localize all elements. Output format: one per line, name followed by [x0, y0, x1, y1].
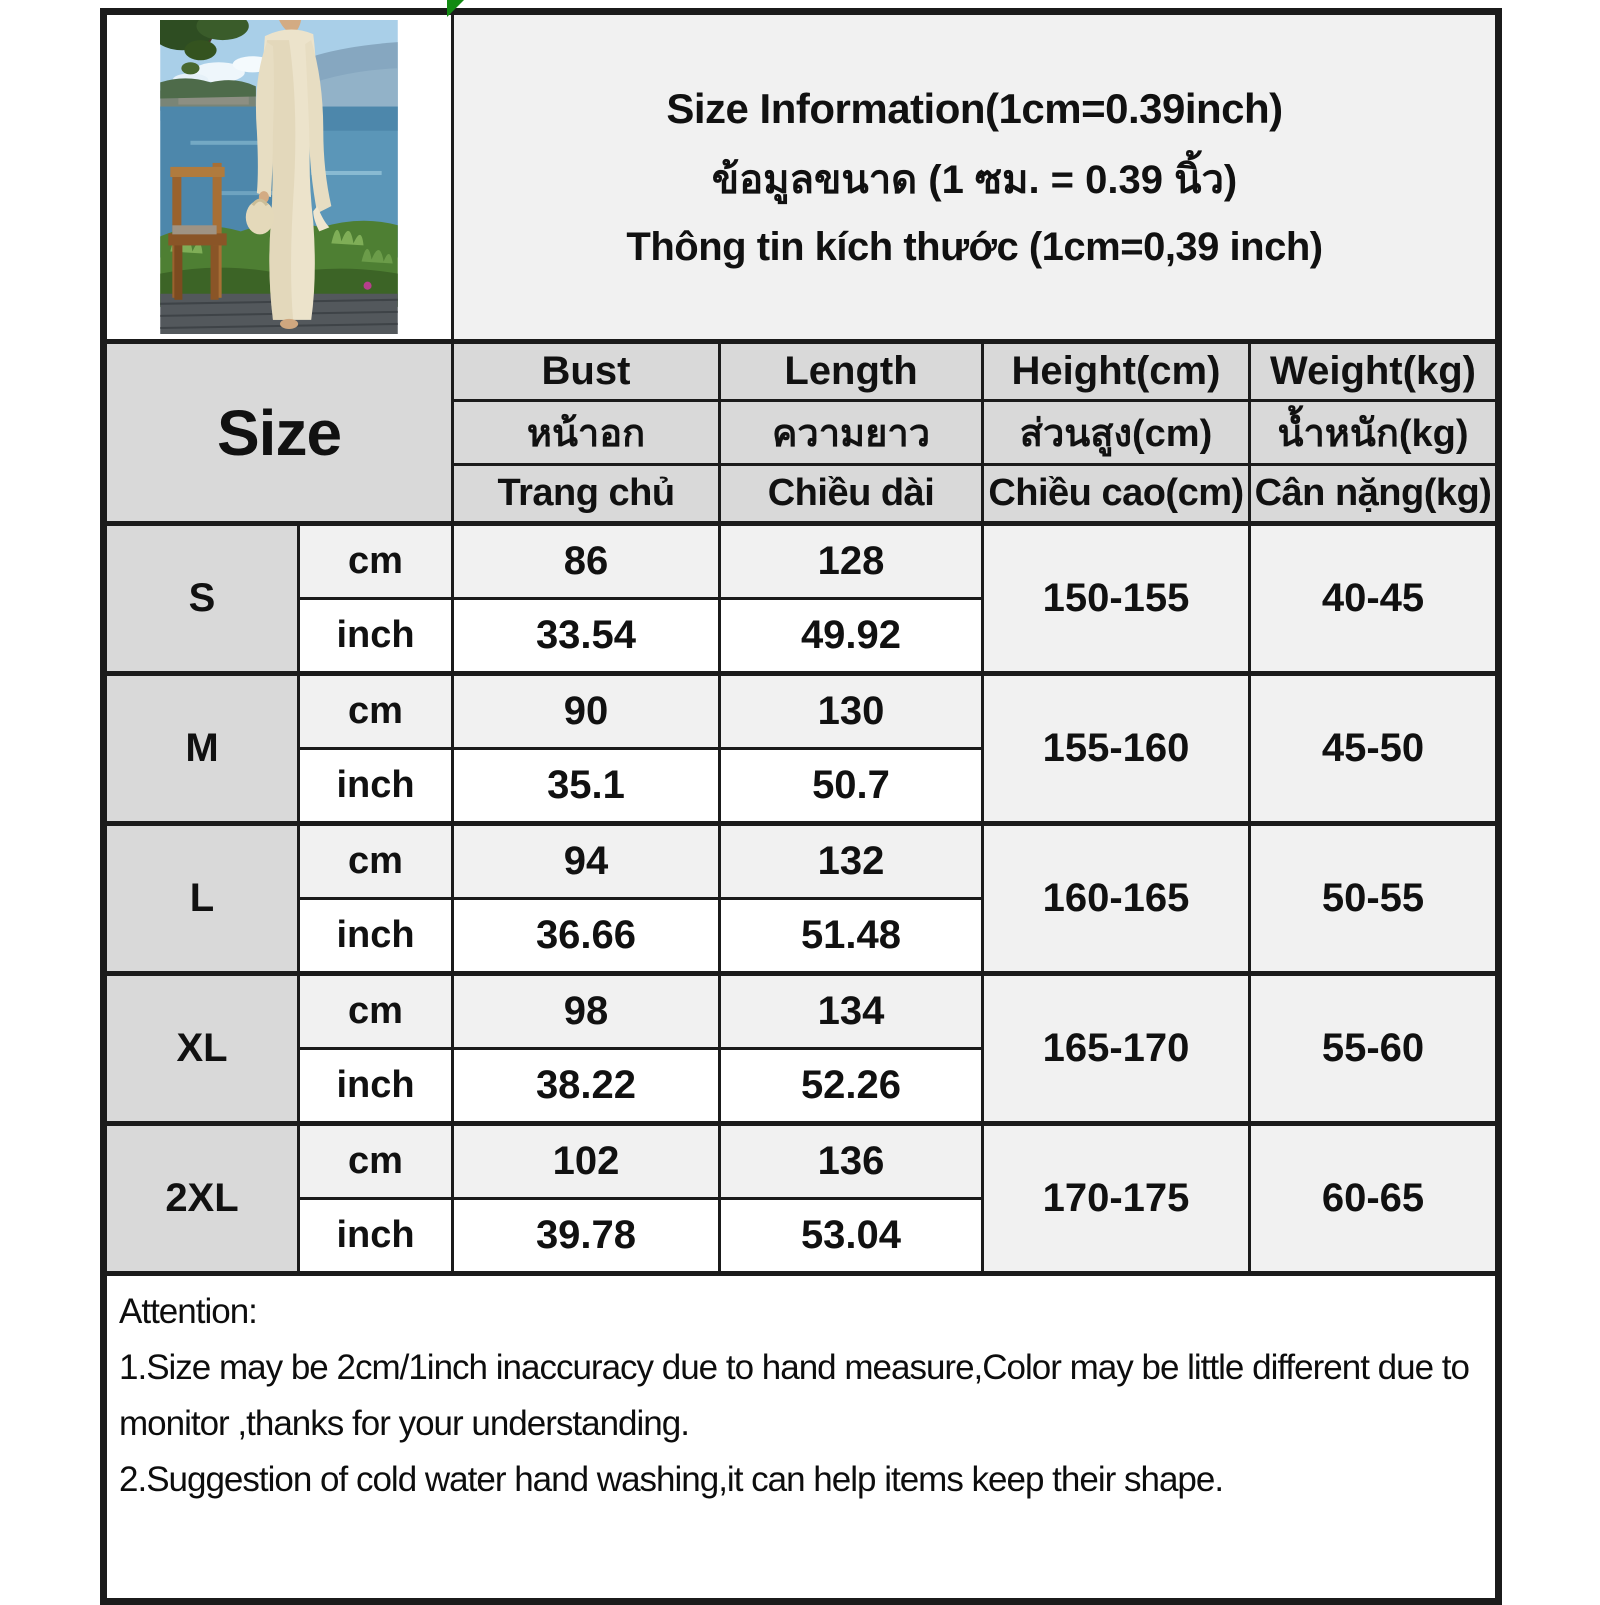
product-photo-cell: [104, 12, 453, 342]
col-header-bust-en: Bust: [453, 342, 720, 401]
header-row-english: [104, 342, 1499, 401]
photo-chair-toprail: [170, 167, 224, 177]
bust-cm-value: 102: [453, 1124, 720, 1199]
unit-label-cm: cm: [299, 524, 453, 599]
col-header-bust-th: หน้าอก: [453, 401, 720, 465]
title-vietnamese: Thông tin kích thước (1cm=0,39 inch): [626, 224, 1323, 269]
length-inch-value: 51.48: [720, 899, 983, 974]
size-label: M: [104, 674, 299, 824]
size-row-s-cm: [104, 524, 1499, 599]
weight-range: 60-65: [1250, 1124, 1499, 1274]
photo-tree-foliage: [184, 40, 216, 60]
unit-label-inch: inch: [299, 899, 453, 974]
bust-cm-value: 94: [453, 824, 720, 899]
attention-line-2: 2.Suggestion of cold water hand washing,it can help items keep their shape.: [119, 1460, 1224, 1499]
media-row: [104, 12, 1499, 342]
bust-inch-value: 35.1: [453, 749, 720, 824]
col-header-weight-th: น้ำหนัก(kg): [1250, 401, 1499, 465]
length-cm-value: 134: [720, 974, 983, 1049]
height-range: 165-170: [983, 974, 1250, 1124]
bust-cm-value: 86: [453, 524, 720, 599]
height-range: 150-155: [983, 524, 1250, 674]
unit-label-inch: inch: [299, 1049, 453, 1124]
height-range: 170-175: [983, 1124, 1250, 1274]
col-header-weight-vi: Cân nặng(kg): [1250, 465, 1499, 524]
size-row-m-cm: [104, 674, 1499, 749]
size-row-l-cm: [104, 824, 1499, 899]
photo-frame: [107, 20, 451, 334]
green-corner-marker: [447, 0, 464, 17]
col-header-length-th: ความยาว: [720, 401, 983, 465]
title-block: [454, 85, 1495, 270]
unit-label-inch: inch: [299, 1199, 453, 1274]
photo-chair-seat: [168, 233, 226, 245]
height-range: 160-165: [983, 824, 1250, 974]
unit-label-cm: cm: [299, 974, 453, 1049]
bust-inch-value: 36.66: [453, 899, 720, 974]
col-header-weight-en: Weight(kg): [1250, 342, 1499, 401]
bust-cm-value: 90: [453, 674, 720, 749]
bust-cm-value: 98: [453, 974, 720, 1049]
unit-label-inch: inch: [299, 599, 453, 674]
col-header-height-th: ส่วนสูง(cm): [983, 401, 1250, 465]
length-cm-value: 136: [720, 1124, 983, 1199]
size-label: L: [104, 824, 299, 974]
col-header-length-en: Length: [720, 342, 983, 401]
title-thai: ข้อมูลขนาด (1 ซม. = 0.39 นิ้ว): [711, 157, 1238, 202]
size-header-cell: Size: [104, 342, 453, 524]
weight-range: 40-45: [1250, 524, 1499, 674]
attention-line-1: 1.Size may be 2cm/1inch inaccuracy due to hand measure,Color may be little different due to monitor ,thanks for your understanding.: [119, 1348, 1469, 1443]
attention-cell: [104, 1274, 1499, 1602]
unit-label-cm: cm: [299, 1124, 453, 1199]
size-label: 2XL: [104, 1124, 299, 1274]
length-cm-value: 128: [720, 524, 983, 599]
unit-label-inch: inch: [299, 749, 453, 824]
length-inch-value: 50.7: [720, 749, 983, 824]
size-label: XL: [104, 974, 299, 1124]
bust-inch-value: 39.78: [453, 1199, 720, 1274]
title-english: Size Information(1cm=0.39inch): [666, 84, 1283, 132]
length-cm-value: 132: [720, 824, 983, 899]
size-row-2xl-cm: [104, 1124, 1499, 1199]
size-row-xl-cm: [104, 974, 1499, 1049]
product-photo: [160, 20, 398, 334]
col-header-height-en: Height(cm): [983, 342, 1250, 401]
bust-inch-value: 33.54: [453, 599, 720, 674]
col-header-length-vi: Chiều dài: [720, 465, 983, 524]
length-inch-value: 49.92: [720, 599, 983, 674]
size-label: S: [104, 524, 299, 674]
photo-water-sparkle: [190, 141, 260, 145]
weight-range: 50-55: [1250, 824, 1499, 974]
title-cell: [453, 12, 1499, 342]
weight-range: 45-50: [1250, 674, 1499, 824]
length-cm-value: 130: [720, 674, 983, 749]
unit-label-cm: cm: [299, 674, 453, 749]
col-header-height-vi: Chiều cao(cm): [983, 465, 1250, 524]
photo-flower: [364, 282, 372, 290]
length-inch-value: 53.04: [720, 1199, 983, 1274]
photo-chair-leg: [211, 245, 219, 299]
unit-label-cm: cm: [299, 824, 453, 899]
photo-chair-cushion: [172, 225, 216, 234]
photo-tree-leaves: [181, 62, 199, 74]
photo-chair-leg: [174, 245, 182, 299]
photo-model-foot: [280, 319, 298, 329]
weight-range: 55-60: [1250, 974, 1499, 1124]
size-table: [100, 8, 1502, 1605]
length-inch-value: 52.26: [720, 1049, 983, 1124]
attention-heading: Attention:: [119, 1292, 257, 1331]
attention-row: [104, 1274, 1499, 1602]
height-range: 155-160: [983, 674, 1250, 824]
bust-inch-value: 38.22: [453, 1049, 720, 1124]
col-header-bust-vi: Trang chủ: [453, 465, 720, 524]
photo-bag: [246, 200, 274, 234]
